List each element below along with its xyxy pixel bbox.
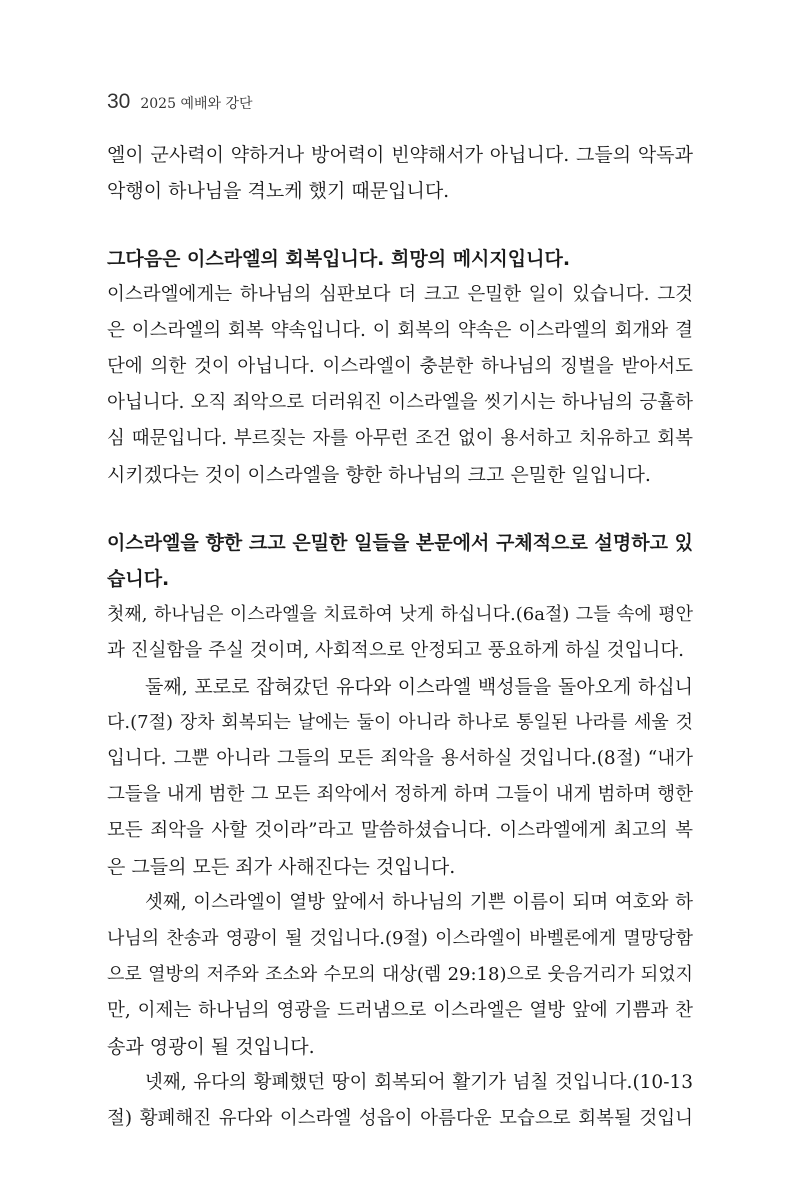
- body-line: 으로 열방의 저주와 조소와 수모의 대상(렘 29:18)으로 웃음거리가 되었지: [107, 964, 693, 985]
- body-line: 과 진실함을 주실 것이며, 사회적으로 안정되고 풍요하게 하실 것입니다.: [107, 640, 685, 661]
- body-line: 모든 죄악을 사할 것이라”라고 말씀하셨습니다. 이스라엘에게 최고의 복: [107, 820, 693, 841]
- body-line: 악행이 하나님을 격노케 했기 때문입니다.: [107, 180, 450, 202]
- body-line: 그들을 내게 범한 그 모든 죄악에서 정하게 하며 그들이 내게 범하며 행한: [107, 784, 693, 805]
- section-heading: 그다음은 이스라엘의 회복입니다. 희망의 메시지입니다.: [107, 248, 571, 270]
- section-heading: 이스라엘을 향한 크고 은밀한 일들을 본문에서 구체적으로 설명하고 있: [107, 532, 693, 554]
- page-number: 30: [107, 90, 131, 113]
- body-line: 아닙니다. 오직 죄악으로 더러워진 이스라엘을 씻기시는 하나님의 긍휼하: [107, 392, 693, 413]
- body-line: 엘이 군사력이 약하거나 방어력이 빈약해서가 아닙니다. 그들의 악독과: [107, 144, 693, 166]
- body-line: 단에 의한 것이 아닙니다. 이스라엘이 충분한 하나님의 징벌을 받아서도: [107, 356, 693, 377]
- body-line: 만, 이제는 하나님의 영광을 드러냄으로 이스라엘은 열방 앞에 기쁨과 찬: [107, 1000, 693, 1021]
- body-line: 시키겠다는 것이 이스라엘을 향한 하나님의 크고 은밀한 일입니다.: [107, 464, 651, 486]
- body-line: 은 이스라엘의 회복 약속입니다. 이 회복의 약속은 이스라엘의 회개와 결: [107, 320, 693, 341]
- body-line: 절) 황폐해진 유다와 이스라엘 성읍이 아름다운 모습으로 회복될 것입니: [107, 1108, 693, 1129]
- body-line: 첫째, 하나님은 이스라엘을 치료하여 낫게 하십니다.(6a절) 그들 속에 평안: [107, 604, 693, 625]
- body-line: 입니다. 그뿐 아니라 그들의 모든 죄악을 용서하실 것입니다.(8절) “내가: [107, 748, 693, 769]
- body-line: 은 그들의 모든 죄가 사해진다는 것입니다.: [107, 856, 456, 878]
- section-gap: [107, 493, 693, 525]
- body-line: 송과 영광이 될 것입니다.: [107, 1036, 315, 1058]
- book-title: 2025 예배와 강단: [140, 96, 253, 112]
- body-line: 셋째, 이스라엘이 열방 앞에서 하나님의 기쁜 이름이 되며 여호와 하: [145, 892, 693, 913]
- body-line: 나님의 찬송과 영광이 될 것입니다.(9절) 이스라엘이 바벨론에게 멸망당함: [107, 928, 693, 949]
- body-line: 둘째, 포로로 잡혀갔던 유다와 이스라엘 백성들을 돌아오게 하십니: [145, 676, 693, 698]
- page-body: [107, 137, 693, 1137]
- body-line: 심 때문입니다. 부르짖는 자를 아무런 조건 없이 용서하고 치유하고 회복: [107, 428, 693, 449]
- section-gap: [107, 209, 693, 241]
- body-line: 다.(7절) 장차 회복되는 날에는 둘이 아니라 하나로 통일된 나라를 세울 것: [107, 712, 693, 733]
- running-header: [107, 90, 253, 120]
- section-heading: 습니다.: [107, 568, 170, 590]
- body-line: 넷째, 유다의 황폐했던 땅이 회복되어 활기가 넘칠 것입니다.(10-13: [145, 1072, 693, 1093]
- body-line: 이스라엘에게는 하나님의 심판보다 더 크고 은밀한 일이 있습니다. 그것: [107, 284, 693, 305]
